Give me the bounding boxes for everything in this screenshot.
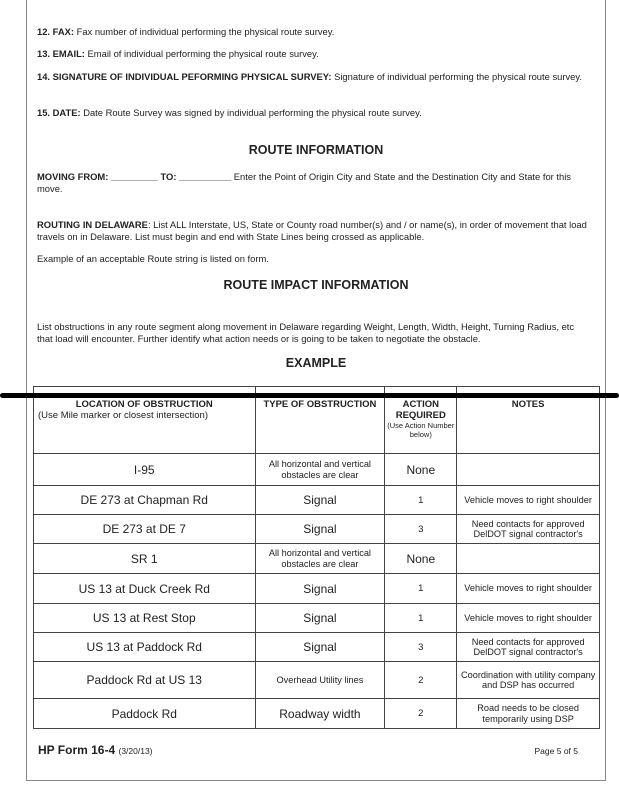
example-note: Example of an acceptable Route string is listed on form. [37,253,269,264]
cell-action: None [385,544,457,574]
cell-type: Roadway width [255,699,385,729]
cell-notes: Vehicle moves to right shoulder [457,574,600,604]
cell-notes: Need contacts for approved DelDOT signal contractor's [457,515,600,544]
cell-type: Signal [255,604,385,633]
table-row [34,544,600,574]
cell-location: Paddock Rd [34,699,256,729]
cell-location: US 13 at Rest Stop [34,604,256,633]
cell-action: None [385,454,457,486]
cell-location: US 13 at Paddock Rd [34,633,256,662]
cell-action: 2 [385,699,457,729]
cell-location: Paddock Rd at US 13 [34,662,256,699]
routing-in-delaware: ROUTING IN DELAWARE: List ALL Interstate, US, State or County road number(s) and / or name(s), in order of movement that load travels on in Delaware. List must begin and end with State Lines being crossed as applicable. [37,219,587,242]
table-row [34,699,600,729]
cell-action: 1 [385,574,457,604]
cell-type: All horizontal and vertical obstacles are clear [255,544,385,574]
form-id: HP Form 16-4 (3/20/13) [38,743,153,757]
cell-notes: Road needs to be closed temporarily using DSP [457,699,600,729]
cell-notes: Vehicle moves to right shoulder [457,486,600,515]
moving-from: MOVING FROM: _________ TO: __________ Enter the Point of Origin City and State and the Destination City and State for this move. [37,171,571,194]
route-info-heading: ROUTE INFORMATION [248,143,384,157]
table-row [34,515,600,544]
table-row [34,633,600,662]
cell-action: 3 [385,515,457,544]
impact-text: List obstructions in any route segment along movement in Delaware regarding Weight, Length, Width, Height, Turning Radius, etc that load will encounter. Further identify what action needs or is going to be taken to negotiate the obstacle. [37,321,575,344]
cell-location: I-95 [34,454,256,486]
cell-location: DE 273 at DE 7 [34,515,256,544]
table-row [34,574,600,604]
cell-type: Signal [255,633,385,662]
cell-notes [457,454,600,486]
cell-type: Signal [255,486,385,515]
header-action: ACTION REQUIRED (Use Action Number below) [385,387,457,454]
cell-location: US 13 at Duck Creek Rd [34,574,256,604]
item-fax: 12. FAX: Fax number of individual performing the physical route survey. [37,26,335,37]
obstruction-table [33,386,600,729]
table-row [34,454,600,486]
example-heading: EXAMPLE [285,356,347,370]
header-location: LOCATION OF OBSTRUCTION (Use Mile marker or closest intersection) [34,387,256,454]
item-email: 13. EMAIL: Email of individual performing the physical route survey. [37,48,319,59]
header-type: TYPE OF OBSTRUCTION [255,387,385,454]
table-row [34,486,600,515]
cell-notes: Need contacts for approved DelDOT signal contractor's [457,633,600,662]
item-date: 15. DATE: Date Route Survey was signed by individual performing the physical route survey. [37,107,422,118]
header-notes: NOTES [457,387,600,454]
cell-action: 2 [385,662,457,699]
cell-action: 1 [385,604,457,633]
cell-type: Signal [255,515,385,544]
redaction-line [0,393,619,398]
cell-location: SR 1 [34,544,256,574]
cell-location: DE 273 at Chapman Rd [34,486,256,515]
cell-action: 1 [385,486,457,515]
route-impact-heading: ROUTE IMPACT INFORMATION [223,278,409,292]
cell-notes [457,544,600,574]
cell-type: Overhead Utility lines [255,662,385,699]
cell-type: Signal [255,574,385,604]
cell-notes: Vehicle moves to right shoulder [457,604,600,633]
cell-notes: Coordination with utility company and DSP has occurred [457,662,600,699]
item-signature: 14. SIGNATURE OF INDIVIDUAL PEFORMING PHYSICAL SURVEY: Signature of individual performing the physical route survey. [37,71,582,82]
table-row [34,604,600,633]
table-row [34,662,600,699]
cell-type: All horizontal and vertical obstacles are clear [255,454,385,486]
page-number: Page 5 of 5 [534,746,578,756]
cell-action: 3 [385,633,457,662]
